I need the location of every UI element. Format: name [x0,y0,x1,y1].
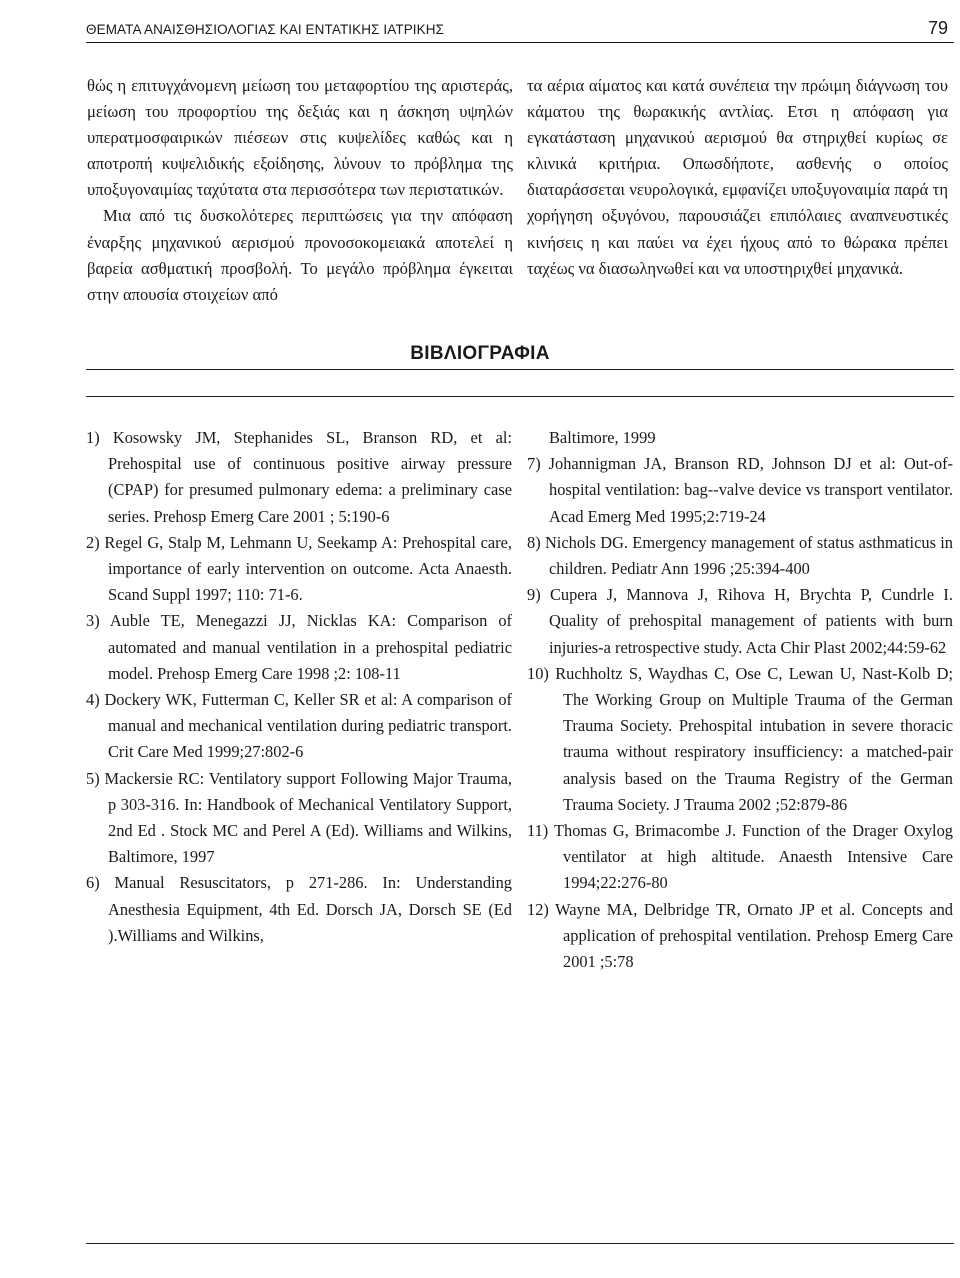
reference-item: 8) Nichols DG. Emergency management of status asthmaticus in children. Pediatr Ann 1996 ;25:394-400 [527,532,953,579]
reference-item: 9) Cupera J, Mannova J, Rihova H, Brychta P, Cundrle I. Quality of prehospital management of patients with burn injuries-a retrospective study. Acta Chir Plast 2002;44:59-62 [527,585,953,657]
reference-item: 6) Manual Resuscitators, p 271-286. In: Understanding Anesthesia Equipment, 4th Ed. Dorsch JA, Dorsch SE (Ed ).Williams and Wilkins, [86,873,512,945]
body-paragraph: Μια από τις δυσκολότερες περιπτώσεις για την απόφαση έναρξης μηχανικού αερισμού προνοσοκομειακά αποτελεί η βαρεία ασθματική προσβολή. Το μεγάλο πρόβλημα έγκειται στην απουσία στοιχείων από [87,206,513,304]
reference-continuation: Baltimore, 1999 [549,428,656,447]
page-number: 79 [927,18,948,38]
section-rule-bottom [86,396,954,397]
reference-item: 3) Auble TE, Menegazzi JJ, Nicklas KA: Comparison of automated and manual ventilation in a prehospital pediatric model. Prehosp Emerg Care 1998 ;2: 108-11 [86,611,512,683]
reference-list-right [527,425,953,975]
reference-item: 4) Dockery WK, Futterman C, Keller SR et al: A comparison of manual and mechanical ventilation during pediatric transport. Crit Care Med 1999;27:802-6 [86,690,512,762]
section-rule-top [86,369,954,370]
body-paragraph: θώς η επιτυγχάνομενη μείωση του μεταφορτίου της αριστεράς, μείωση του προφορτίου της δεξιάς και η άσκηση υψηλών υπερατμοσφαιρικών πιέσεων στις κυψελίδες καθώς και η αποτροπή κυψελιδικής εξοίδησης, λύνουν το πρόβλημα της υποξυγοναιμίας ταχύτατα στα περισσότερα των περιστατικών. [87,76,513,200]
reference-item: 12) Wayne MA, Delbridge TR, Ornato JP et al. Concepts and application of prehospital ventilation. Prehosp Emerg Care 2001 ;5:78 [527,899,953,972]
reference-item: 11) Thomas G, Brimacombe J. Function of the Drager Oxylog ventilator at high altitude. Anaesth Intensive Care 1994;22:276-80 [527,821,953,893]
reference-item: 2) Regel G, Stalp M, Lehmann U, Seekamp A: Prehospital care, importance of early intervention on outcome. Acta Anaesth. Scand Suppl 1997; 110: 71-6. [86,532,512,605]
reference-list-left [86,425,512,949]
reference-item: 5) Mackersie RC: Ventilatory support Following Major Trauma, p 303-316. In: Handbook of Mechanical Ventilatory Support, 2nd Ed . Stock MC and Perel A (Ed). Williams and Wilkins, Baltimore, 1997 [86,768,512,867]
footer-rule [86,1243,954,1244]
running-header [86,18,958,44]
reference-item: 10) Ruchholtz S, Waydhas C, Ose C, Lewan U, Nast-Kolb D; The Working Group on Multiple Trauma of the German Trauma Society. Prehospital intubation in severe thoracic trauma without respiratory insufficiency: a matched-pair analysis based on the Trauma Registry of the German Trauma Society. J Trauma 2002 ;52:879-86 [527,663,953,814]
reference-item: 7) Johannigman JA, Branson RD, Johnson DJ et al: Out-of-hospital ventilation: bag--valve device vs transport ventilator. Acad Emerg Med 1995;2:719-24 [527,454,953,526]
reference-item: 1) Kosowsky JM, Stephanides SL, Branson RD, et al: Prehospital use of continuous positive airway pressure (CPAP) for presumed pulmonary edema: a preliminary case series. Prehosp Emerg Care 2001 ; 5:190-6 [86,428,512,526]
body-column-right [527,73,948,282]
bibliography-title: ΒΙΒΛΙΟΓΡΑΦΙΑ [410,343,550,364]
body-paragraph: τα αέρια αίματος και κατά συνέπεια την πρώιμη διάγνωση του κάματου της θωρακικής αντλίας. Ετσι η απόφαση για εγκατάσταση μηχανικού αερισμού θα στηριχθεί κυρίως σε κλινικά κριτήρια. Οπωσδήποτε, ασθενής ο οποίος διαταράσσεται νευρολογικά, εμφανίζει υποξυγοναιμία παρά τη χορήγηση οξυγόνου, παρουσιάζει επιπόλαιες αναπνευστικές κινήσεις η και παύει να έχει ήχους από το θώρακα πρέπει ταχέως να διασωληνωθεί και να υποστηριχθεί μηχανικά. [527,76,948,278]
journal-title: ΘΕΜΑΤΑ ΑΝΑΙΣΘΗΣΙΟΛΟΓΙΑΣ ΚΑΙ ΕΝΤΑΤΙΚΗΣ ΙΑΤΡΙΚΗΣ [86,22,445,37]
body-column-left [87,73,513,308]
header-rule [86,42,954,43]
